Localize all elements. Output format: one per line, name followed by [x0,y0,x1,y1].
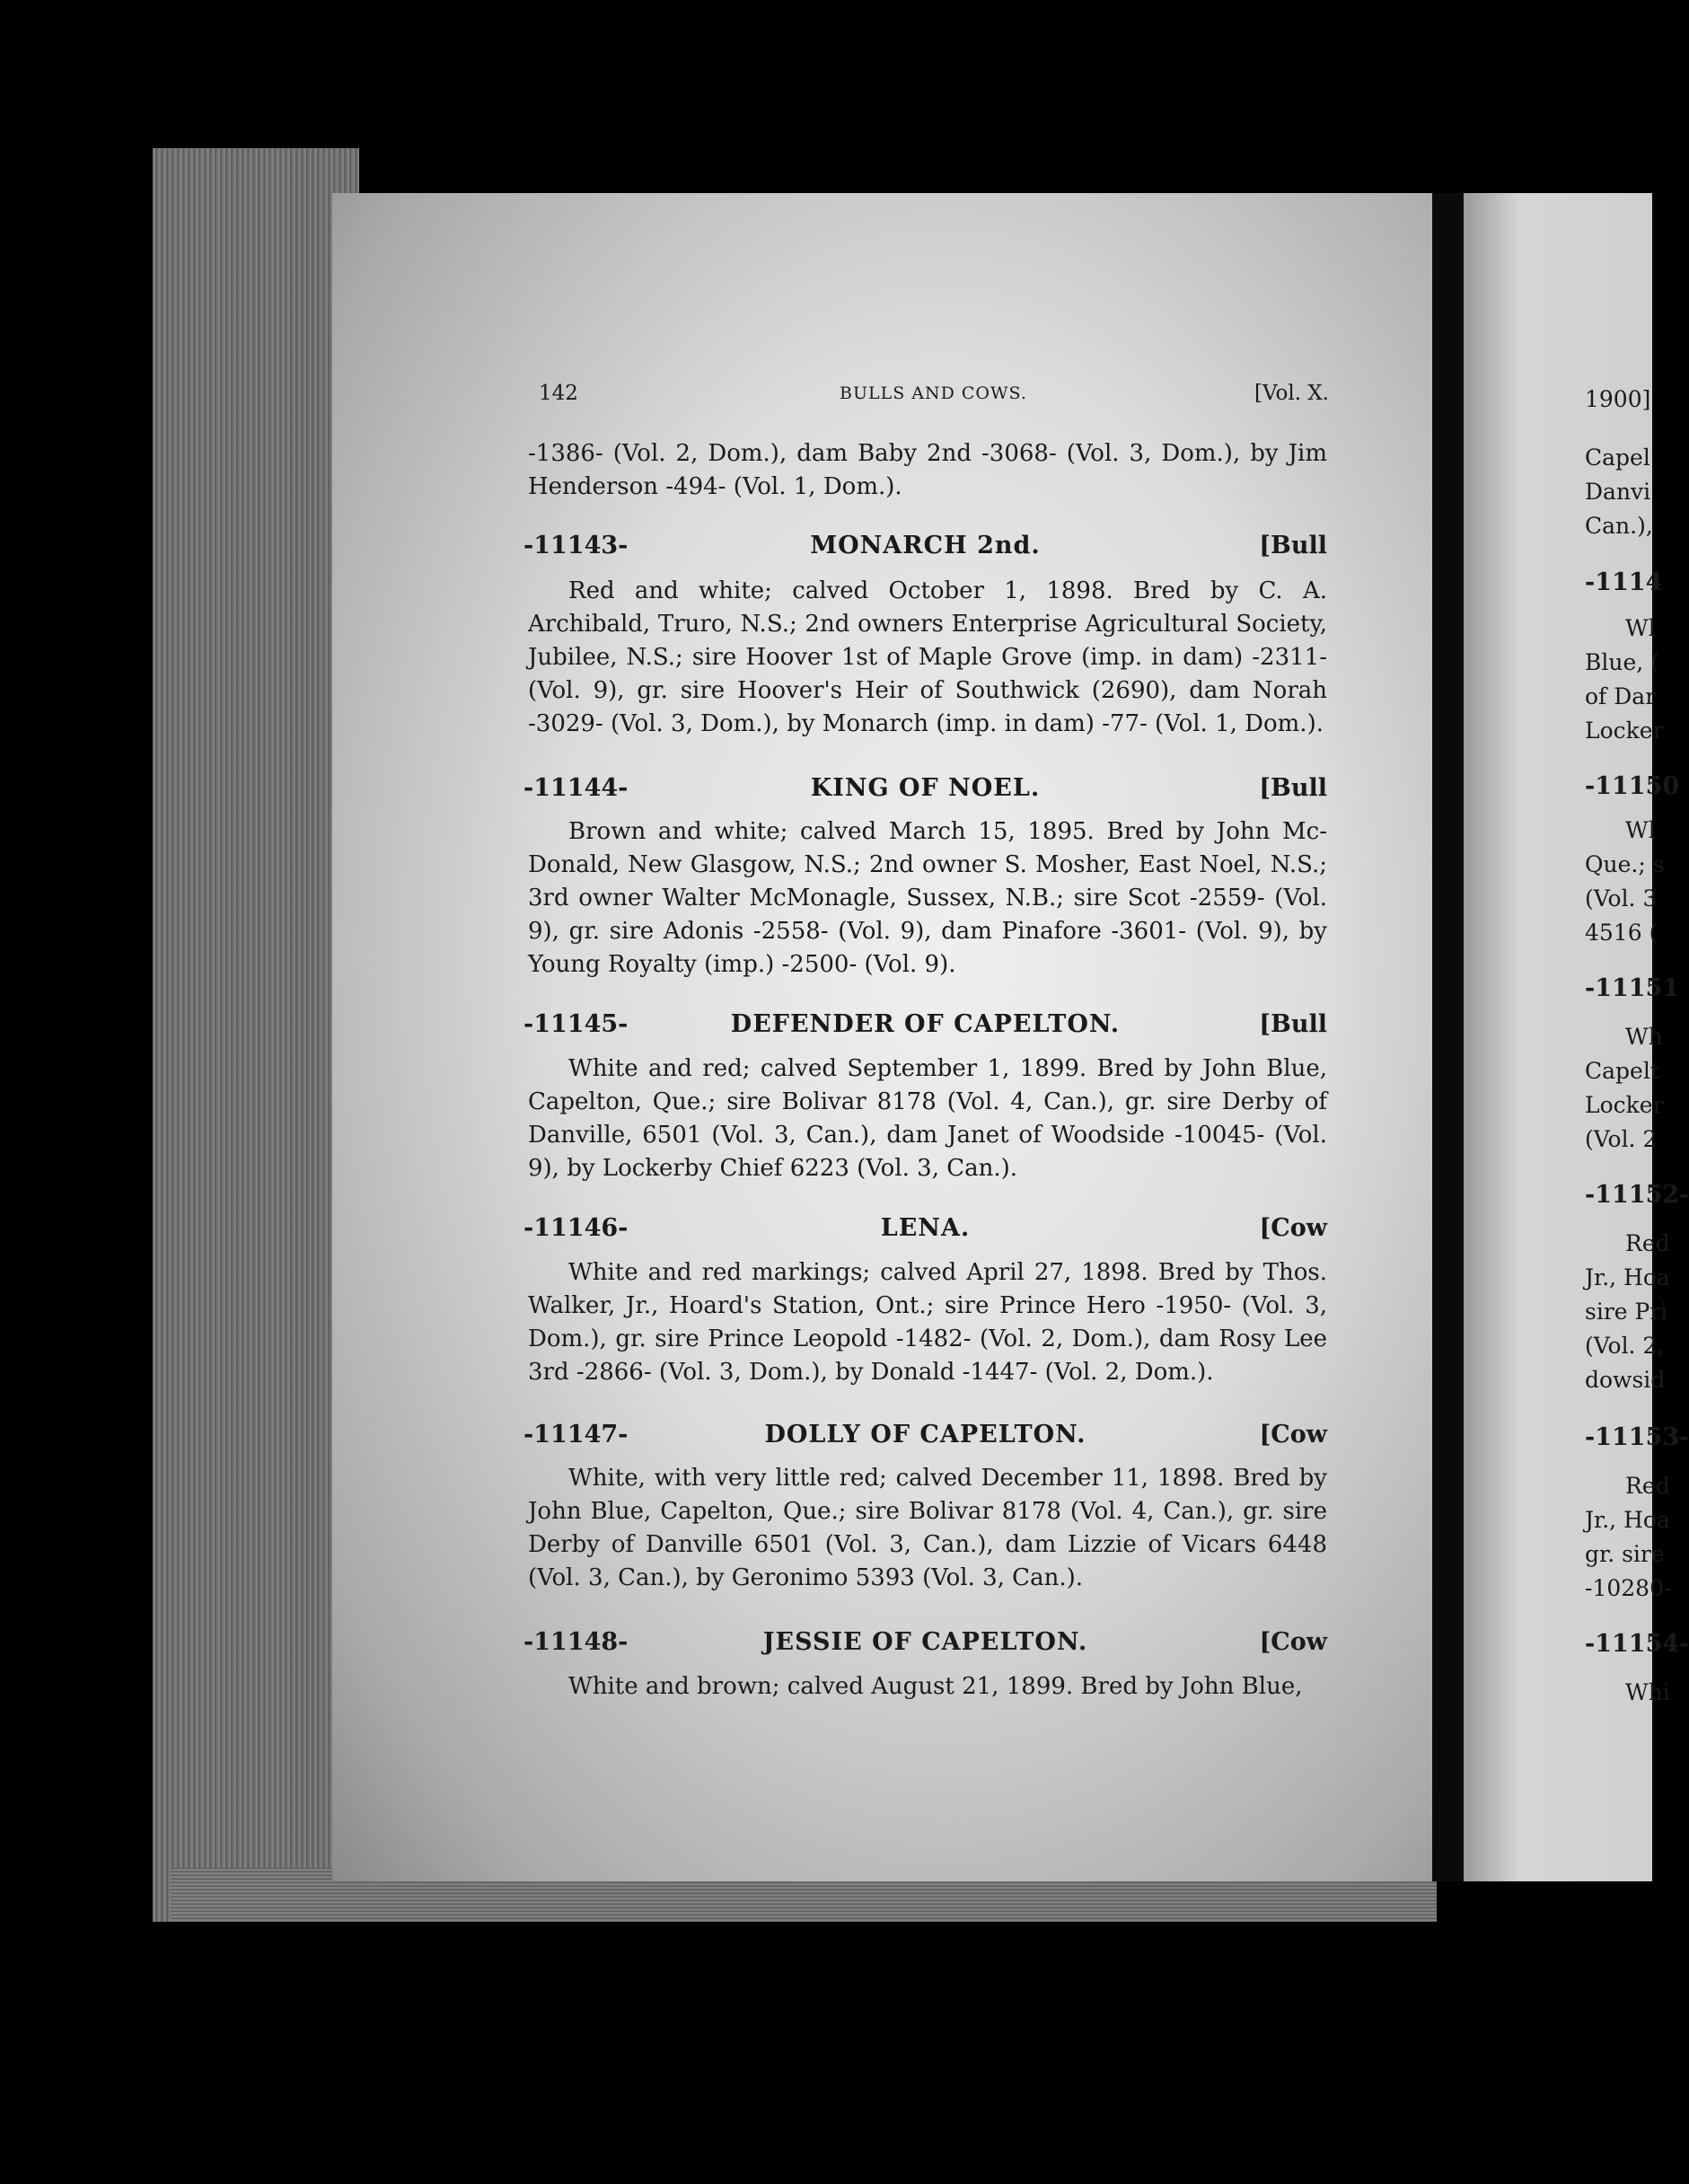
right-page-line: -10280- [1585,1575,1672,1601]
right-page-line: (Vol. 2, [1585,1333,1665,1359]
right-page-line: Whi [1625,1679,1670,1705]
entry-heading [523,1214,1327,1252]
right-page-entry-number: -1114 [1585,568,1663,596]
entry-heading [523,532,1327,569]
right-page-line: Capel [1585,445,1650,471]
entry-sex: [Cow [1259,1628,1327,1656]
entry-name: DEFENDER OF CAPELTON. [730,1010,1121,1038]
right-page-entry-number: -11154- [1585,1630,1689,1658]
volume-label: [Vol. X. [1254,382,1329,405]
entry-number: -11146- [523,1214,629,1242]
right-page-line: Wh [1625,1024,1663,1050]
right-page-entry-number: -11151 [1585,974,1680,1002]
book-gutter [1432,193,1464,1881]
right-page-line: Danvi [1585,479,1651,505]
entry-number: -11147- [523,1421,629,1449]
right-page-line: Locker [1585,718,1664,744]
entry-sex: [Cow [1259,1421,1327,1449]
right-page-line: 4516 ( [1585,920,1658,946]
entry-text: White, with very little red; calved December 11, 1898. Bred by John Blue, Capelton, Que.; sire Bolivar 8178 (Vol. 4, Can.), gr. sire Derby of Danville 6501 (Vol. 3, Can.), dam Lizzie of Vicars 6448 (Vol. 3, Can.), by Geronimo 5393 (Vol. 3, Can.). [528,1465,1327,1591]
entry-heading [523,1010,1327,1048]
right-page-line: Can.), [1585,513,1653,539]
right-page-line: Wl [1625,615,1656,641]
entry-text: Red and white; calved October 1, 1898. Bred by C. A. Archibald, Truro, N.S.; 2nd owners Enterprise Agricultural Society, Jubilee, N.S.; sire Hoover 1st of Maple Grove (imp. in dam) -2311- (Vol. 9), gr. sire Hoover's Heir of Southwick (2690), dam Norah -3029- (Vol. 3, Dom.), by Monarch (imp. in dam) -77- (Vol. 1, Dom.). [528,577,1327,737]
entry-name: LENA. [880,1214,971,1242]
entry-number: -11144- [523,774,629,802]
entry-heading [523,774,1327,812]
entry-sex: [Bull [1259,774,1327,802]
entry-sex: [Cow [1259,1214,1327,1242]
right-page-entry-number: -11150 [1585,772,1680,800]
right-page-line: of Dar [1585,683,1657,709]
entry-sex: [Bull [1259,532,1327,559]
right-page-line: Capelt [1585,1058,1659,1084]
entry-name: KING OF NOEL. [810,774,1041,802]
right-page-line: Red [1625,1473,1670,1499]
right-page-line: (Vol. 3 [1585,885,1658,911]
right-page-line: dowsid [1585,1367,1666,1393]
entry-sex: [Bull [1259,1010,1327,1038]
entry-heading [523,1421,1327,1458]
entry-text: White and brown; calved August 21, 1899. Bred by John Blue, [568,1673,1303,1700]
running-title: BULLS AND COWS. [840,383,1027,403]
right-page-line: Red [1625,1230,1670,1256]
book-page-edges [153,148,359,1922]
entry-number: -11145- [523,1010,629,1038]
right-page [1464,193,1689,1881]
entry-heading [523,1628,1327,1666]
right-page-line: sire Pri [1585,1299,1668,1325]
right-page-line: Wl [1625,817,1656,843]
entry-number: -11148- [523,1628,629,1656]
right-page-entry-number: -11152- [1585,1181,1689,1209]
right-page-line: Blue, ( [1585,649,1659,675]
right-page-header: 1900] [1585,386,1651,412]
right-page-line: Que.; s [1585,851,1665,877]
right-page-entry-number: -11153- [1585,1423,1689,1451]
right-page-line: Jr., Hoa [1585,1264,1670,1290]
entry-name: DOLLY OF CAPELTON. [764,1421,1086,1449]
page-number: 142 [539,382,578,405]
continuation-text: -1386- (Vol. 2, Dom.), dam Baby 2nd -3068- (Vol. 3, Dom.), by Jim Henderson -494- (Vol. 1, Dom.). [528,440,1327,500]
entry-text: Brown and white; calved March 15, 1895. Bred by John Mc-Donald, New Glasgow, N.S.; 2nd owner S. Mosher, East Noel, N.S.; 3rd owner Walter McMonagle, Sussex, N.B.; sire Scot -2559- (Vol. 9), gr. sire Adonis -2558- (Vol. 9), dam Pinafore -3601- (Vol. 9), by Young Royalty (imp.) -2500- (Vol. 9). [528,818,1327,978]
entry-text: White and red markings; calved April 27, 1898. Bred by Thos. Walker, Jr., Hoard's Station, Ont.; sire Prince Hero -1950- (Vol. 3, Dom.), gr. sire Prince Leopold -1482- (Vol. 2, Dom.), dam Rosy Lee 3rd -2866- (Vol. 3, Dom.), by Donald -1447- (Vol. 2, Dom.). [528,1259,1327,1386]
right-page-line: Locker [1585,1092,1664,1118]
entry-name: JESSIE OF CAPELTON. [762,1628,1088,1656]
entry-text: White and red; calved September 1, 1899. Bred by John Blue, Capelton, Que.; sire Bolivar 8178 (Vol. 4, Can.), gr. sire Derby of Danville, 6501 (Vol. 3, Can.), dam Janet of Woodside -10045- (Vol. 9), by Lockerby Chief 6223 (Vol. 3, Can.). [528,1055,1327,1182]
entry-name: MONARCH 2nd. [810,532,1041,559]
right-page-line: (Vol. 2 [1585,1126,1658,1152]
right-page-line: gr. sire [1585,1541,1665,1567]
entry-number: -11143- [523,532,629,559]
right-page-line: Jr., Hoa [1585,1507,1670,1533]
